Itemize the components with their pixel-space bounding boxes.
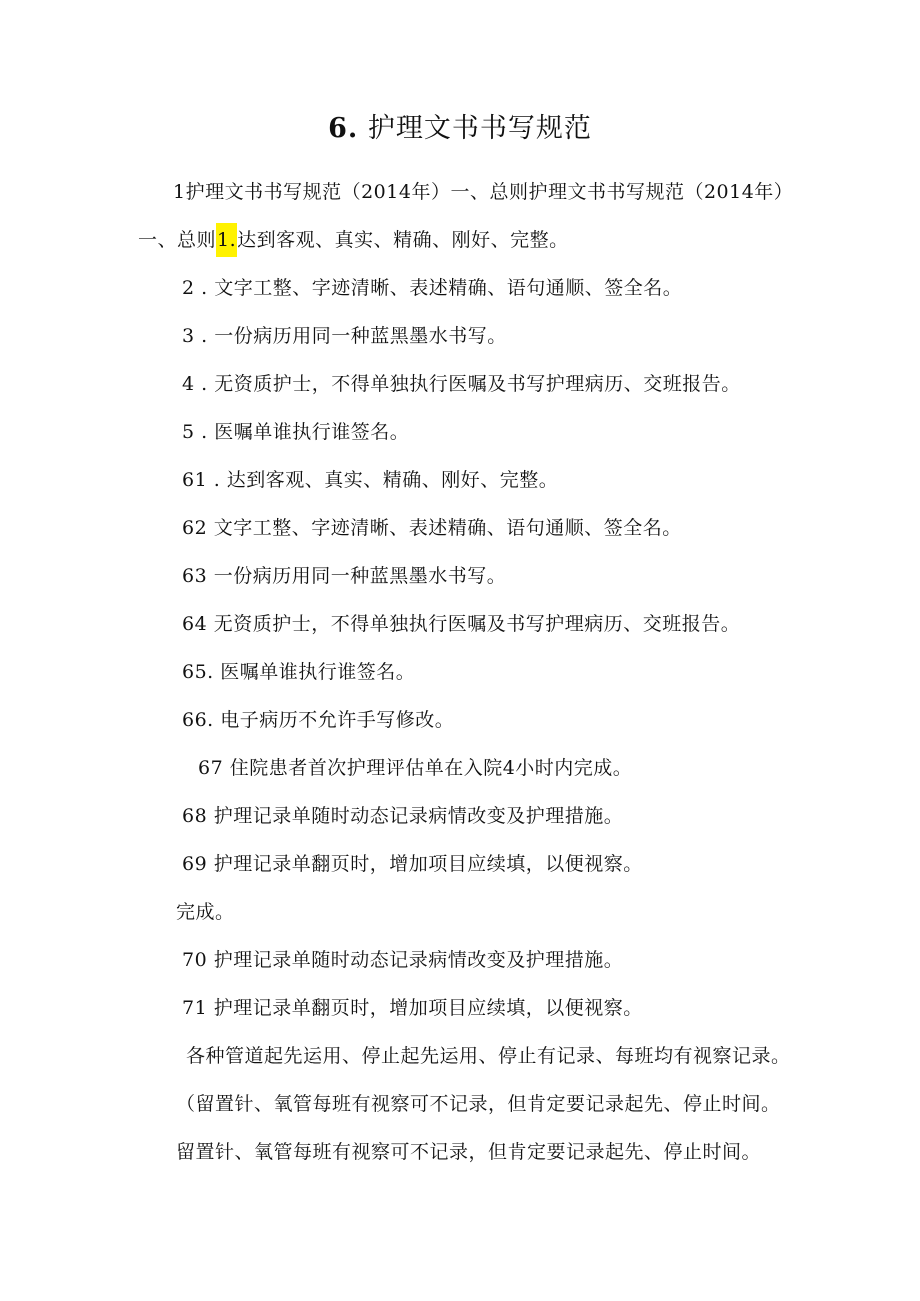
list-item: 各种管道起先运用、停止起先运用、停止有记录、每班均有视察记录。: [186, 1045, 791, 1067]
intro-line-1: 1护理文书书写规范（2014年）一、总则护理文书书写规范（2014年）: [173, 181, 794, 203]
list-item: 65. 医嘱单谁执行谁签名。: [182, 661, 416, 683]
page-title: [0, 106, 920, 145]
list-item: 70 护理记录单随时动态记录病情改变及护理措施。: [182, 949, 624, 971]
highlighted-item-number: 1.: [216, 223, 237, 257]
list-item: 67 住院患者首次护理评估单在入院4小时内完成。: [198, 757, 633, 779]
title-text: 护理文书书写规范: [367, 113, 592, 144]
list-item: 69 护理记录单翻页时，增加项目应续填，以便视察。: [182, 853, 643, 875]
list-item: （留置针、氧管每班有视察可不记录，但肯定要记录起先、停止时间。: [176, 1093, 781, 1115]
list-item: 3 . 一份病历用同一种蓝黑墨水书写。: [182, 325, 507, 347]
intro-line-2-prefix: 一、总则: [138, 229, 217, 251]
list-item: 66. 电子病历不允许手写修改。: [182, 709, 455, 731]
list-item: 5 . 医嘱单谁执行谁签名。: [182, 421, 410, 443]
list-item: 68 护理记录单随时动态记录病情改变及护理措施。: [182, 805, 624, 827]
list-item: 留置针、氧管每班有视察可不记录，但肯定要记录起先、停止时间。: [176, 1141, 762, 1163]
list-item: 完成。: [176, 901, 235, 923]
intro-line-2: [138, 226, 569, 254]
list-item: 63 一份病历用同一种蓝黑墨水书写。: [182, 565, 507, 587]
intro-line-2-rest: 达到客观、真实、精确、刚好、完整。: [237, 229, 569, 251]
list-item: 64 无资质护士，不得单独执行医嘱及书写护理病历、交班报告。: [182, 613, 741, 635]
list-item: 2 . 文字工整、字迹清晰、表述精确、语句通顺、签全名。: [182, 277, 683, 299]
list-item: 71 护理记录单翻页时，增加项目应续填，以便视察。: [182, 997, 643, 1019]
list-item: 62 文字工整、字迹清晰、表述精确、语句通顺、签全名。: [182, 517, 682, 539]
list-item: 61 . 达到客观、真实、精确、刚好、完整。: [182, 469, 559, 491]
title-number: 6.: [328, 113, 359, 144]
list-item: 4 . 无资质护士，不得单独执行医嘱及书写护理病历、交班报告。: [182, 373, 741, 395]
